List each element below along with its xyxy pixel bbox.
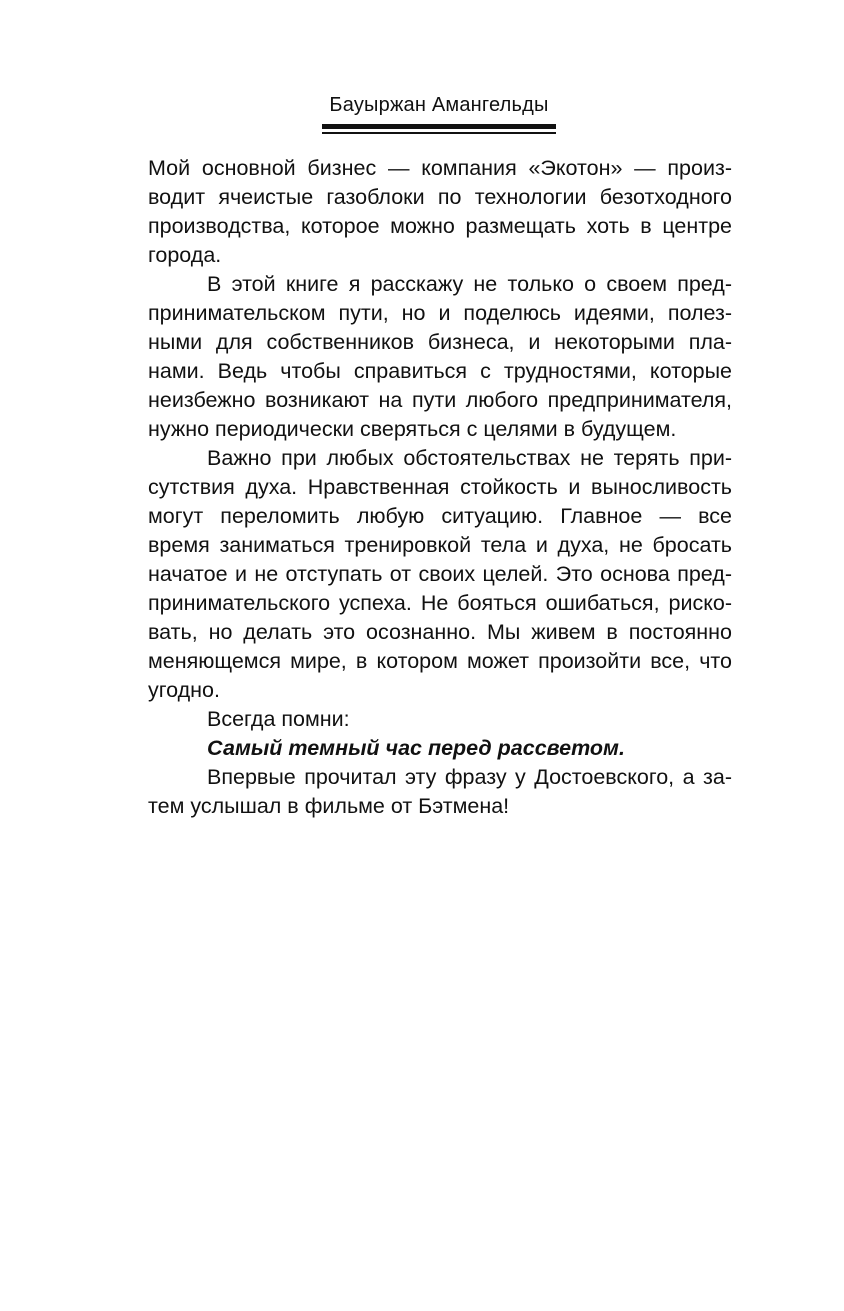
text-line: нами. Ведь чтобы справиться с трудностями, которые: [148, 359, 732, 383]
text-line: Впервые прочитал эту фразу у Достоевского, а за-: [207, 765, 732, 789]
text-line: города.: [148, 243, 222, 267]
text-line: неизбежно возникают на пути любого предпринимателя,: [148, 388, 732, 412]
text-line: производства, которое можно размещать хоть в центре: [148, 214, 732, 238]
text-line: угодно.: [148, 678, 220, 702]
text-line: ными для собственников бизнеса, и некоторыми пла-: [148, 330, 732, 354]
text-line: меняющемся мире, в котором может произойти все, что: [148, 649, 732, 673]
text-line: вать, но делать это осознанно. Мы живем в постоянно: [148, 620, 732, 644]
author-name: Бауыржан Амангельды: [329, 94, 549, 116]
text-line: В этой книге я расскажу не только о своем пред-: [207, 272, 732, 296]
text-line: сутствия духа. Нравственная стойкость и выносливость: [148, 475, 732, 499]
text-line: время заниматься тренировкой тела и духа, не бросать: [148, 533, 732, 557]
header-rule-thick: [322, 124, 556, 129]
running-head: [322, 92, 556, 134]
text-line: тем услышал в фильме от Бэтмена!: [148, 794, 510, 818]
text-line: Всегда помни:: [207, 707, 350, 731]
text-line: Мой основной бизнес — компания «Экотон» — произ-: [148, 156, 732, 180]
text-line: принимательском пути, но и поделюсь идеями, полез-: [148, 301, 732, 325]
text-line: нужно периодически сверяться с целями в будущем.: [148, 417, 677, 441]
motto-line: Самый темный час перед рассветом.: [207, 736, 625, 760]
text-line: начатое и не отступать от своих целей. Это основа пред-: [148, 562, 732, 586]
text-line: могут переломить любую ситуацию. Главное — все: [148, 504, 732, 528]
body-text: [148, 154, 732, 821]
text-line: принимательского успеха. Не бояться ошибаться, риско-: [148, 591, 732, 615]
text-line: Важно при любых обстоятельствах не терять при-: [207, 446, 732, 470]
header-rule-thin: [322, 132, 556, 134]
text-line: водит ячеистые газоблоки по технологии безотходного: [148, 185, 732, 209]
